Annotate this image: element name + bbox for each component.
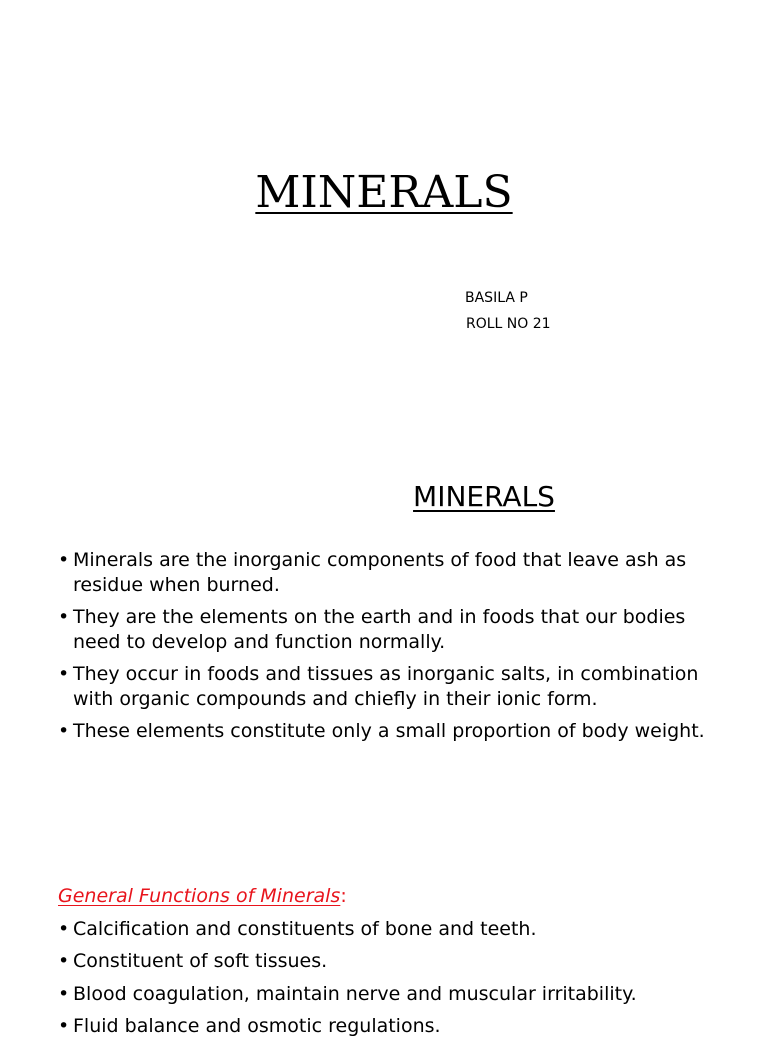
function-item: • Constituent of soft tissues. bbox=[58, 949, 718, 974]
functions-heading-colon: : bbox=[340, 885, 347, 907]
slide-2-title: MINERALS bbox=[413, 480, 555, 513]
function-item: • Calcification and constituents of bone and teeth. bbox=[58, 917, 718, 942]
bullet-item: • Minerals are the inorganic components of food that leave ash as residue when burned. bbox=[58, 548, 718, 597]
functions-section bbox=[58, 884, 718, 1047]
function-item: • Blood coagulation, maintain nerve and muscular irritability. bbox=[58, 982, 718, 1007]
author-block bbox=[465, 285, 551, 337]
functions-heading bbox=[58, 884, 718, 909]
bullet-item: • These elements constitute only a small proportion of body weight. bbox=[58, 719, 718, 744]
roll-number: ROLL NO 21 bbox=[466, 316, 551, 332]
definition-bullet-list bbox=[58, 548, 718, 752]
function-item: • Fluid balance and osmotic regulations. bbox=[58, 1014, 718, 1039]
bullet-item: • They are the elements on the earth and in foods that our bodies need to develop and function normally. bbox=[58, 605, 718, 654]
slide-1-title: MINERALS bbox=[255, 167, 513, 218]
bullet-item: • They occur in foods and tissues as inorganic salts, in combination with organic compounds and chiefly in their ionic form. bbox=[58, 662, 718, 711]
author-name: BASILA P bbox=[465, 290, 528, 306]
functions-heading-text: General Functions of Minerals bbox=[58, 885, 341, 907]
functions-list bbox=[58, 917, 718, 1039]
